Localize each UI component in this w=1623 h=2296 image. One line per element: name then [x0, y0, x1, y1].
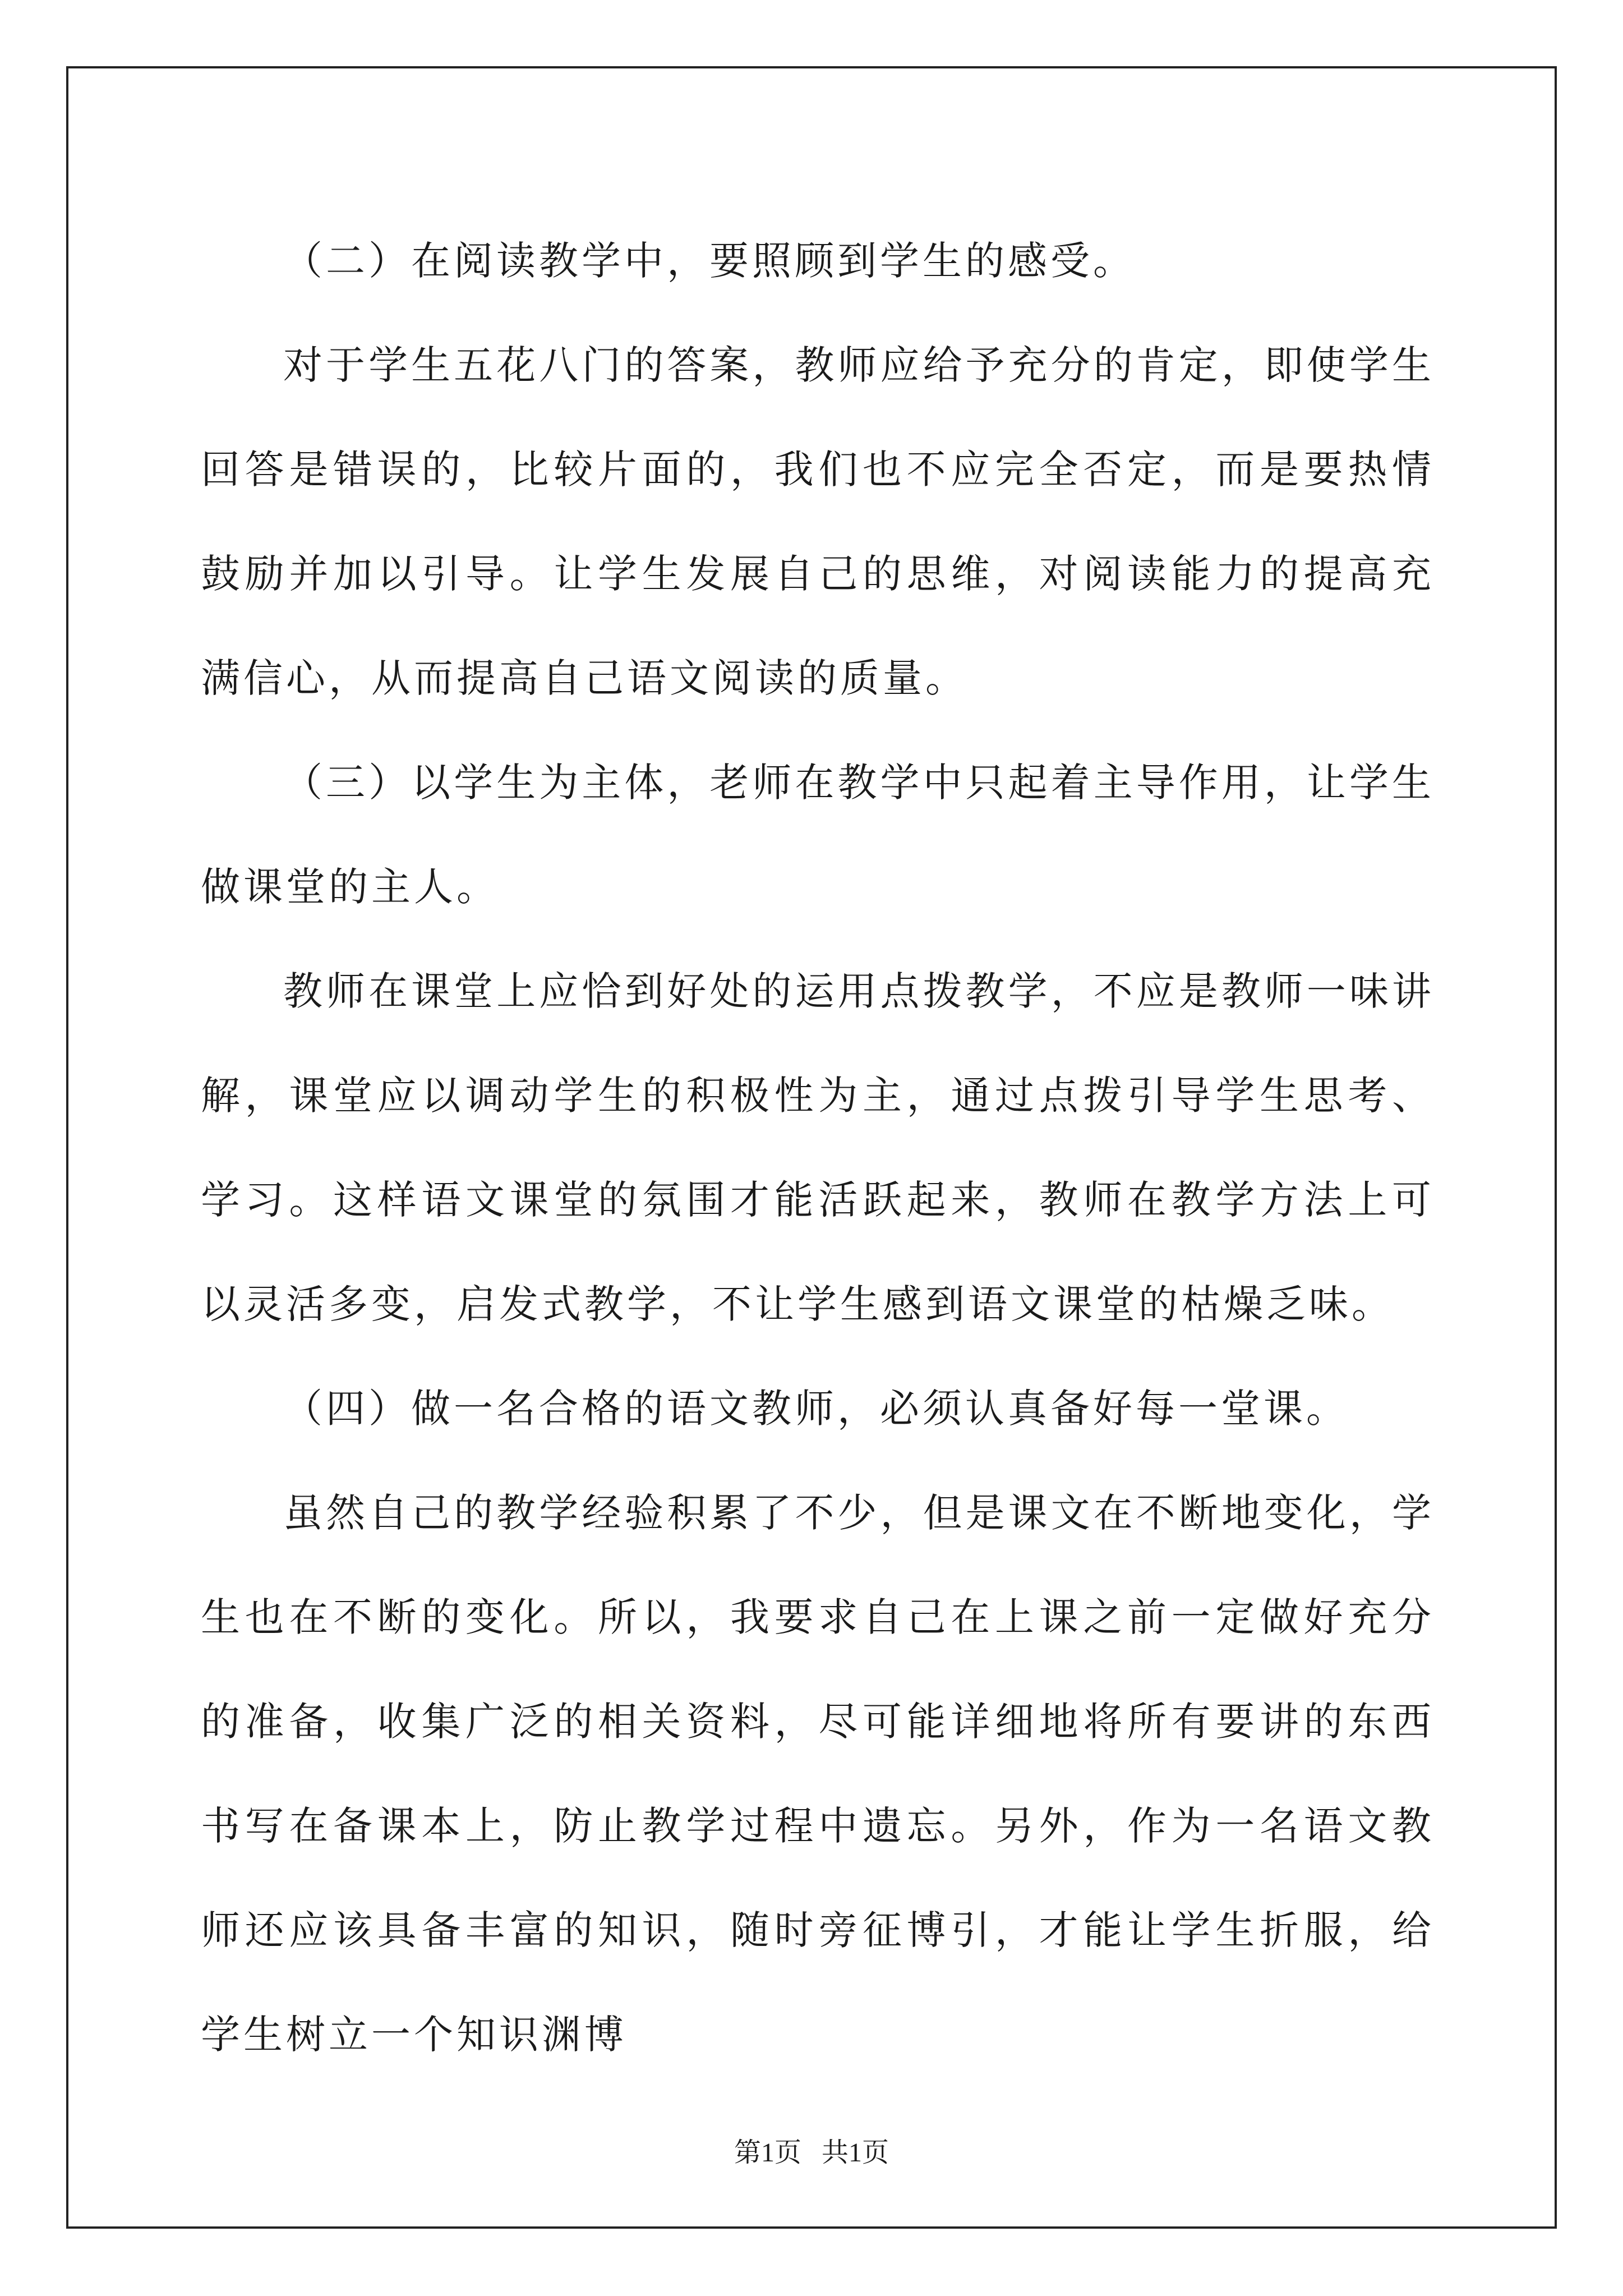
document-body — [201, 209, 1435, 2087]
paragraph-4: 教师在课堂上应恰到好处的运用点拨教学，不应是教师一味讲解，课堂应以调动学生的积极性为主，通过点拨引导学生思考、学习。这样语文课堂的氛围才能活跃起来，教师在教学方法上可以灵活多变，启发式教学，不让学生感到语文课堂的枯燥乏味。 — [201, 968, 1435, 1327]
page-number: 第1页 — [734, 2138, 801, 2168]
page-footer — [0, 2131, 1623, 2169]
paragraph-6: 虽然自己的教学经验积累了不少，但是课文在不断地变化，学生也在不断的变化。所以，我要求自己在上课之前一定做好充分的准备，收集广泛的相关资料，尽可能详细地将所有要讲的东西书写在备课本上，防止教学过程中遗忘。另外，作为一名语文教师还应该具备丰富的知识，随时旁征博引，才能让学生折服，给学生树立一个知识渊博 — [201, 1490, 1435, 2058]
paragraph-2: 对于学生五花八门的答案，教师应给予充分的肯定，即使学生回答是错误的，比较片面的，我们也不应完全否定，而是要热情鼓励并加以引导。让学生发展自己的思维，对阅读能力的提高充满信心，从而提高自己语文阅读的质量。 — [201, 342, 1435, 701]
page-total: 共1页 — [822, 2138, 889, 2168]
paragraph-3: （三）以学生为主体，老师在教学中只起着主导作用，让学生做课堂的主人。 — [201, 760, 1435, 910]
paragraph-5: （四）做一名合格的语文教师，必须认真备好每一堂课。 — [283, 1386, 1349, 1432]
paragraph-1: （二）在阅读教学中，要照顾到学生的感受。 — [283, 238, 1136, 284]
